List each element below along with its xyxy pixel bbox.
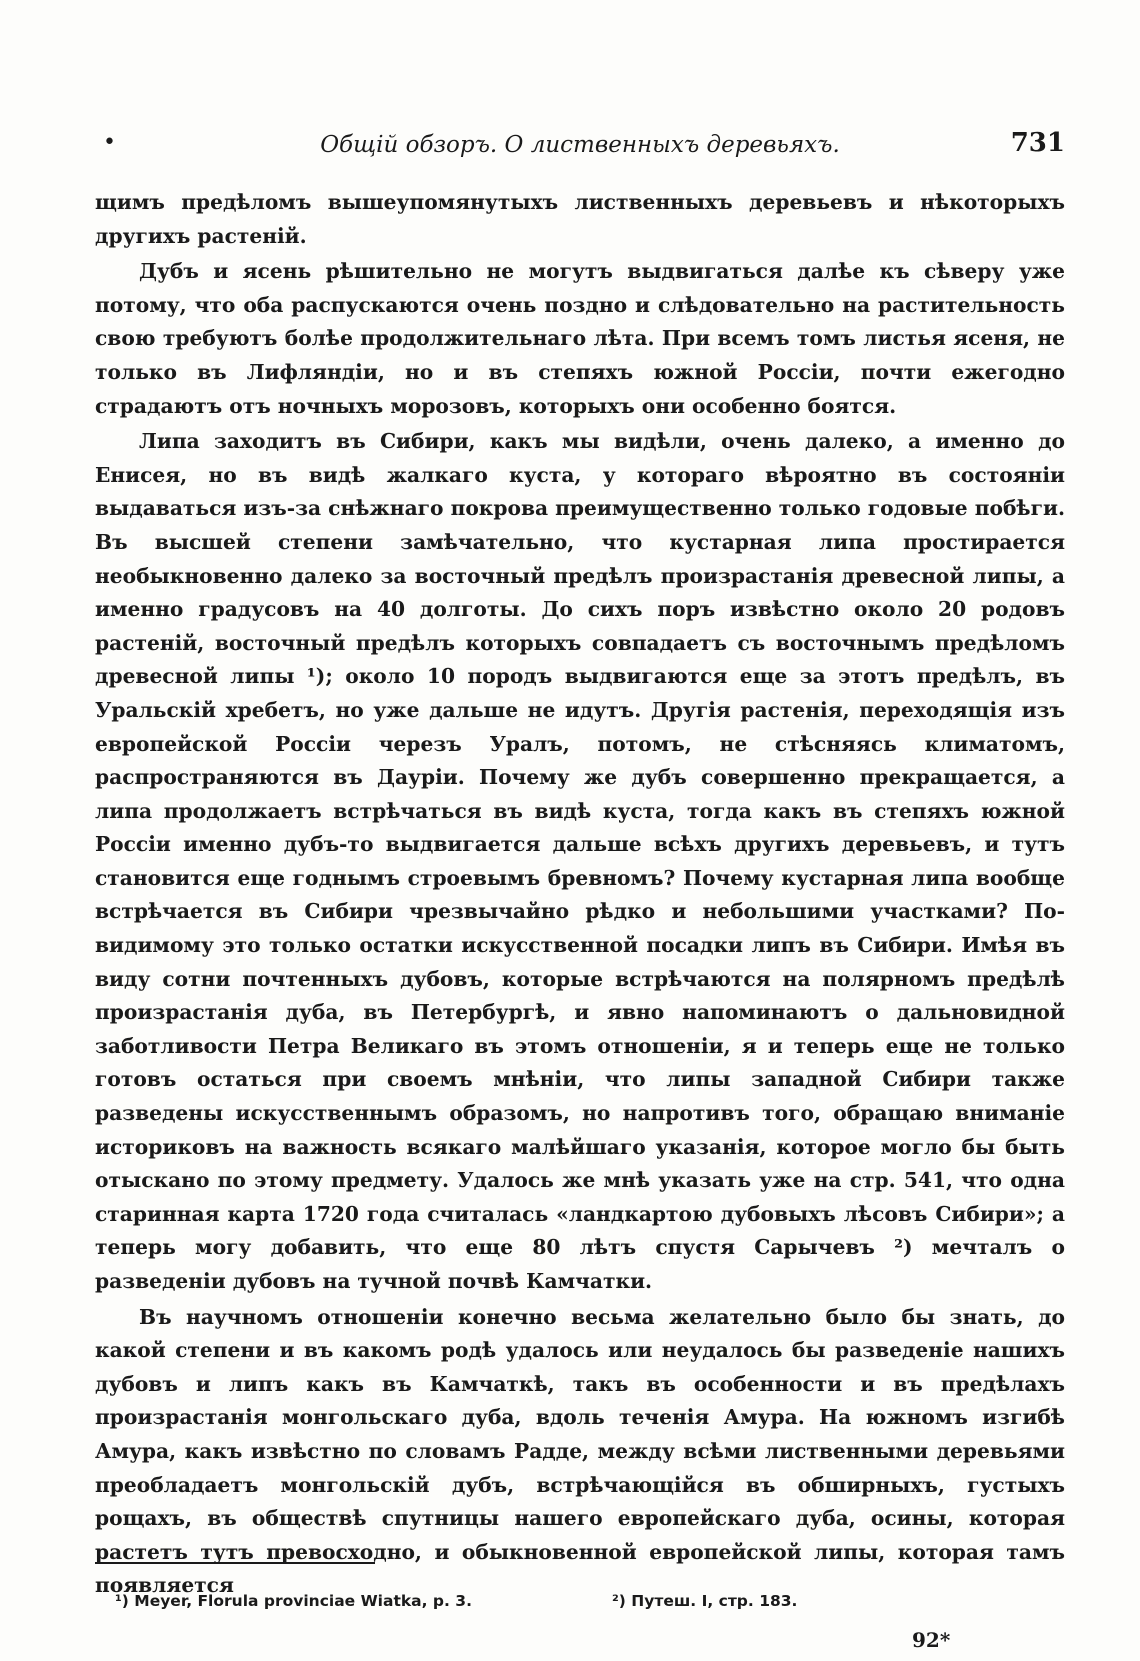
running-title: Общій обзоръ. О лиственныхъ деревьяхъ.	[320, 132, 840, 158]
paragraph-linden-siberia: Липа заходитъ въ Сибири, какъ мы видѣли, очень далеко, а именно до Енисея, но въ видѣ жалкаго куста, у котораго вѣроятно въ состояніи выдаваться изъ-за снѣжнаго покрова преимущественно только годовые побѣги. Въ высшей степени замѣчательно, что кустарная липа простирается необыкновенно далеко за восточный предѣлъ произрастанія древесной липы, а именно градусовъ на 40 долготы. До сихъ поръ извѣстно около 20 родовъ растеній, восточный предѣлъ которыхъ совпадаетъ съ восточнымъ предѣломъ древесной липы ¹); около 10 породъ выдвигаются еще за этотъ предѣлъ, въ Уральскій хребетъ, но уже дальше не идутъ. Другія растенія, переходящія изъ европейской Россіи черезъ Уралъ, потомъ, не стѣсняясь климатомъ, распространяются въ Дауріи. Почему же дубъ совершенно прекращается, а липа продолжаетъ встрѣчаться въ видѣ куста, тогда какъ въ степяхъ южной Россіи именно дубъ-то выдвигается дальше всѣхъ другихъ деревьевъ, и тутъ становится еще годнымъ строевымъ бревномъ? Почему кустарная липа вообще встрѣчается въ Сибири чрезвычайно рѣдко и небольшими участками? По-видимому это только остатки искусственной посадки липъ въ Сибири. Имѣя въ виду сотни почтенныхъ дубовъ, которые встрѣчаются на полярномъ предѣлѣ произрастанія дуба, въ Петербургѣ, и явно напоминаютъ о дальновидной заботливости Петра Великаго въ этомъ отношеніи, я и теперь еще не только готовъ остаться при своемъ мнѣніи, что липы западной Сибири также разведены искусственнымъ образомъ, но напротивъ того, обращаю вниманіе историковъ на важность всякаго малѣйшаго указанія, которое могло бы быть отыскано по этому предмету. Удалось же мнѣ указать уже на стр. 541, что одна старинная карта 1720 года считалась «ландкартою дубовыхъ лѣсовъ Сибири»; а теперь могу добавить, что еще 80 лѣтъ спустя Сарычевъ ²) мечталъ о разведеніи дубовъ на тучной почвѣ Камчатки.	[95, 429, 1065, 1293]
body-text	[95, 186, 1065, 1603]
page-header	[95, 128, 1065, 168]
footnote-1: ¹) Meyer, Florula provinciae Wiatka, p. 3.	[115, 1592, 472, 1610]
paragraph-oak-ash: Дубъ и ясень рѣшительно не могутъ выдвигаться далѣе къ сѣверу уже потому, что оба распускаются очень поздно и слѣдовательно на растительность свою требуютъ болѣе продолжительнаго лѣта. При всемъ томъ листья ясеня, не только въ Лифляндіи, но и въ степяхъ южной Россіи, почти ежегодно страдаютъ отъ ночныхъ морозовъ, которыхъ они особенно боятся.	[95, 259, 1065, 418]
margin-mark: •	[103, 130, 116, 155]
signature-mark: 92*	[912, 1628, 951, 1652]
footnote-divider	[95, 1562, 375, 1564]
page-number: 731	[1010, 128, 1065, 158]
paragraph-continued: щимъ предѣломъ вышеупомянутыхъ лиственныхъ деревьевъ и нѣкоторыхъ другихъ растеній.	[95, 190, 1065, 248]
footnote-2: ²) Путеш. I, стр. 183.	[612, 1592, 798, 1610]
paragraph-amur: Въ научномъ отношеніи конечно весьма желательно было бы знать, до какой степени и въ какомъ родѣ удалось или неудалось бы разведеніе нашихъ дубовъ и липъ какъ въ Камчаткѣ, такъ въ особенности и въ предѣлахъ произрастанія монгольскаго дуба, вдоль теченія Амура. На южномъ изгибѣ Амура, какъ извѣстно по словамъ Радде, между всѣми лиственными деревьями преобладаетъ монгольскій дубъ, встрѣчающійся въ обширныхъ, густыхъ рощахъ, въ обществѣ спутницы нашего европейскаго дуба, осины, которая растетъ тутъ превосходно, и обыкновенной европейской липы, которая тамъ появляется	[95, 1304, 1065, 1598]
